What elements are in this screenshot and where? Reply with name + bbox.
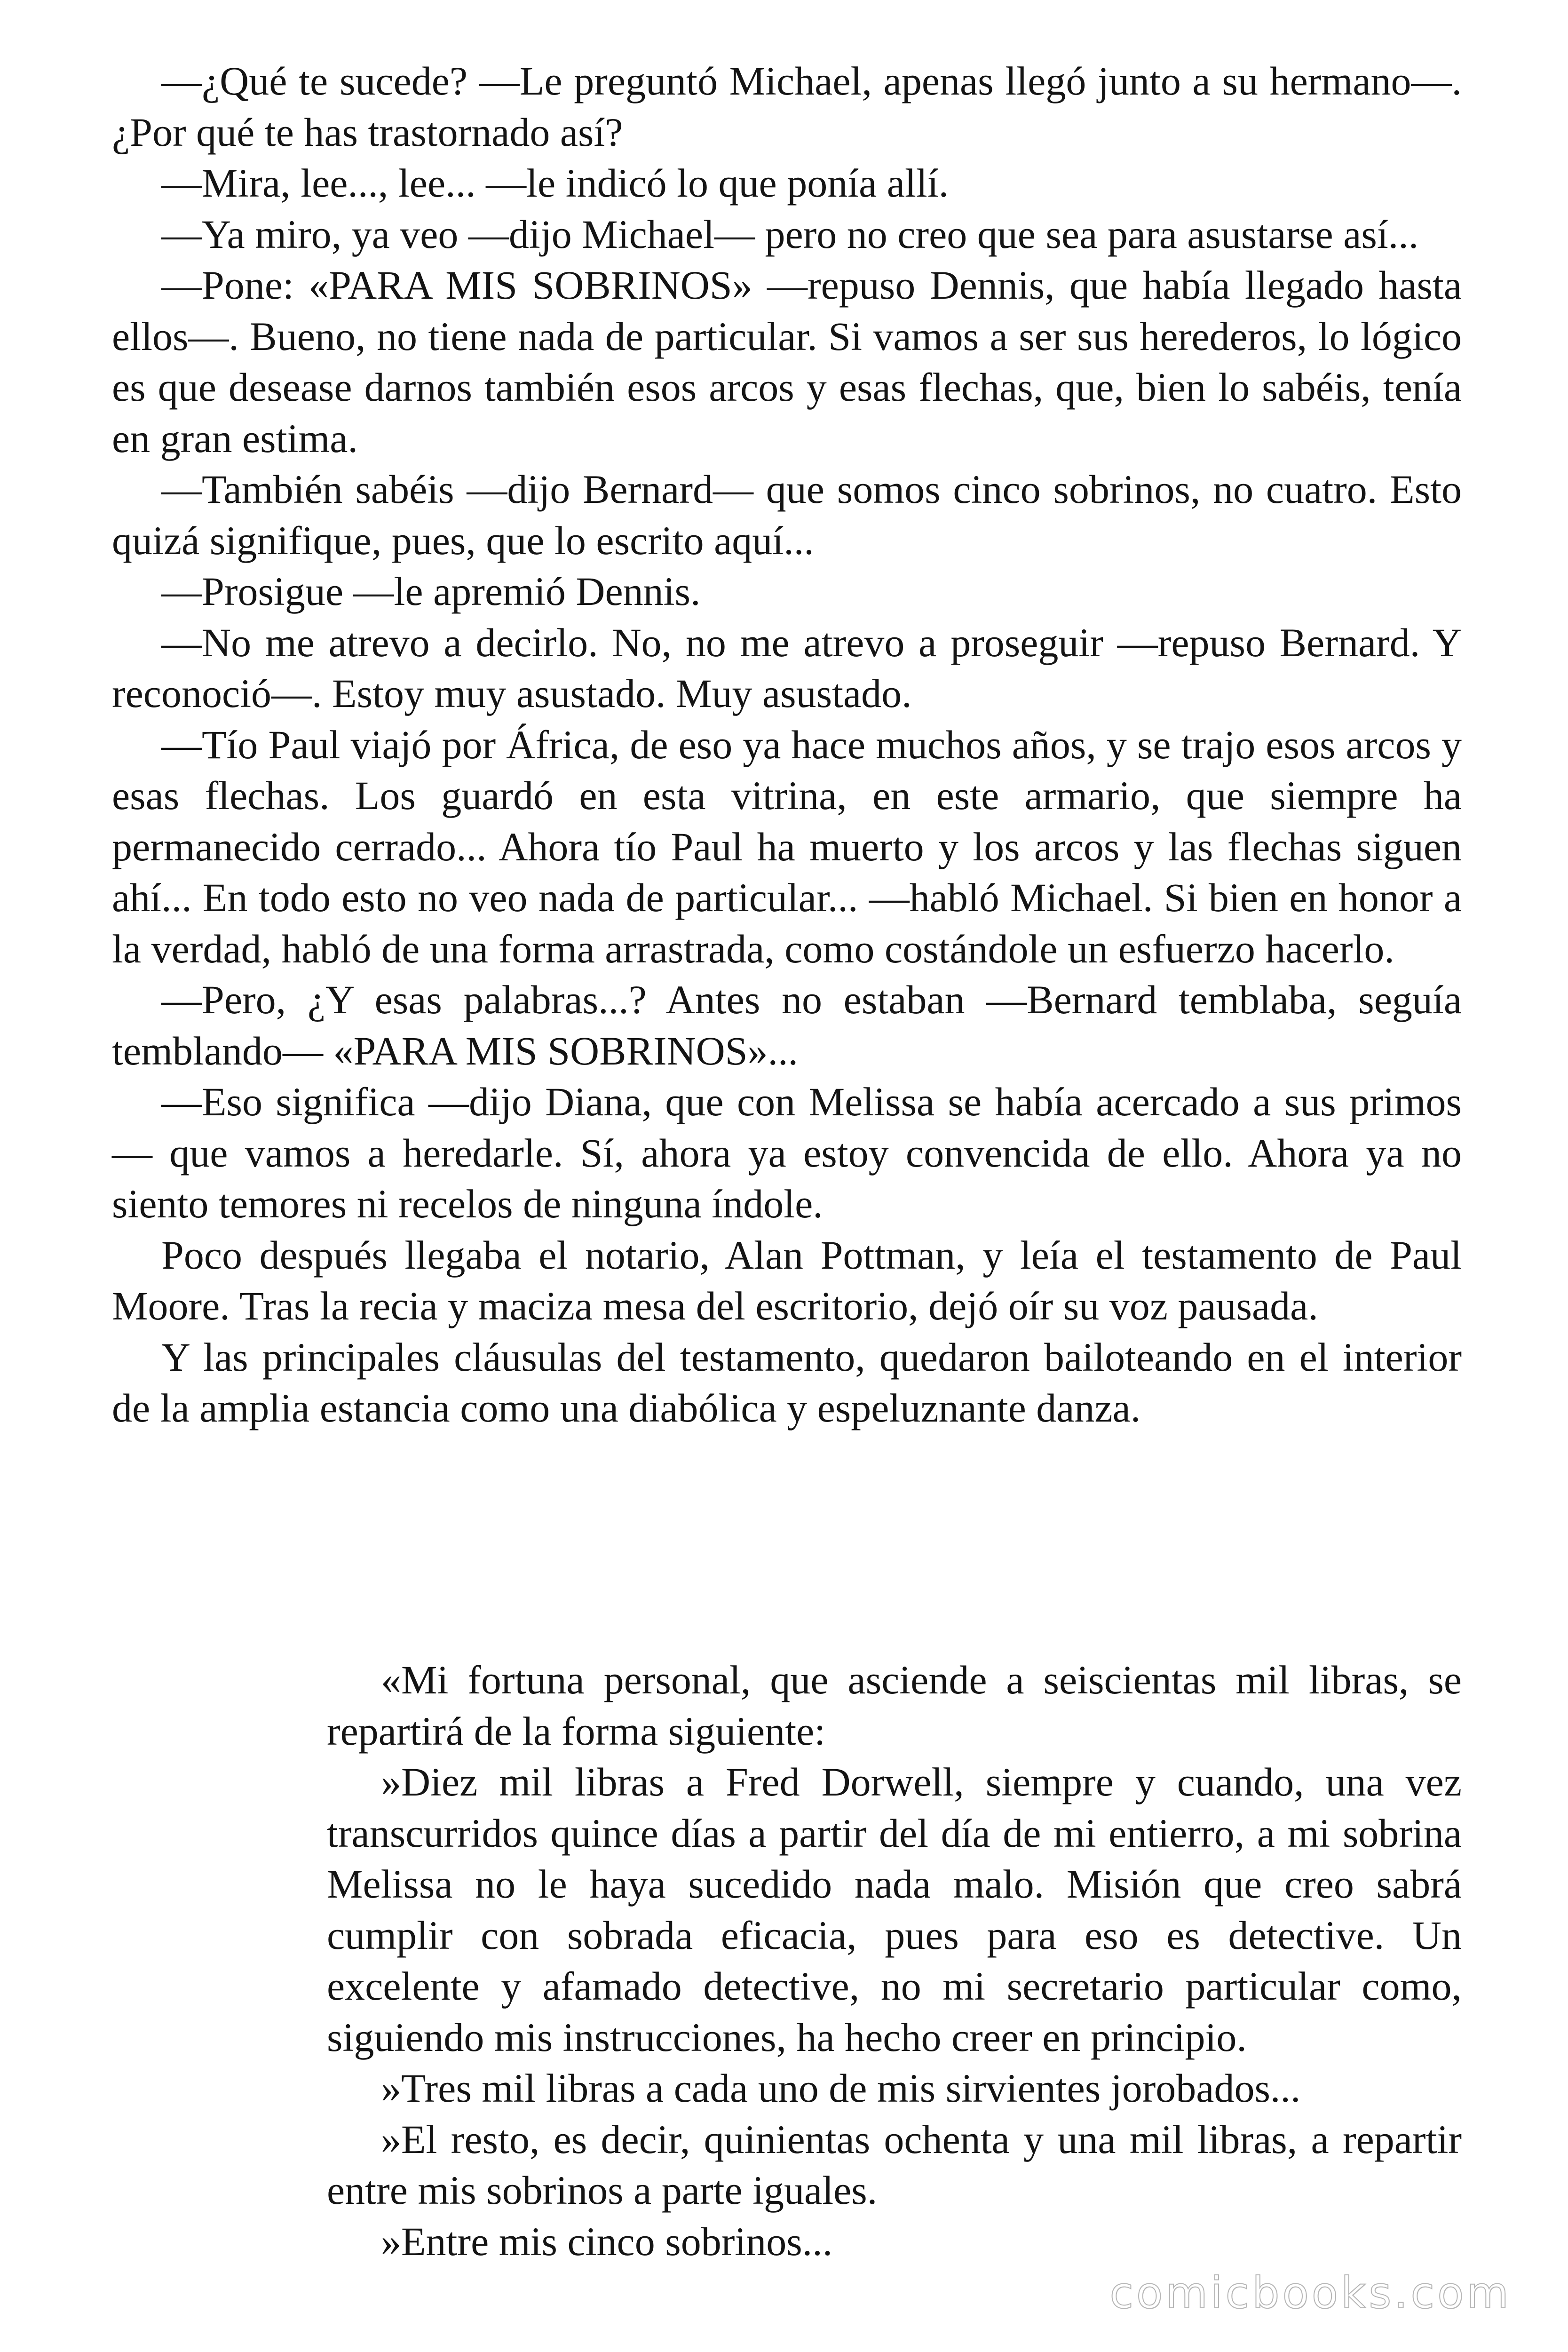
will-quote-block [327,1654,1462,2267]
paragraph: —No me atrevo a decirlo. No, no me atrevo a proseguir —repuso Bernard. Y reconoció—. Estoy muy asustado. Muy asustado. [112,620,1462,716]
quote-paragraph: «Mi fortuna personal, que asciende a seiscientas mil libras, se repartirá de la forma siguiente: [327,1657,1462,1754]
paragraph: —Prosigue —le apremió Dennis. [161,569,701,614]
paragraph: —También sabéis —dijo Bernard— que somos cinco sobrinos, no cuatro. Esto quizá signifique, pues, que lo escrito aquí... [112,467,1462,563]
paragraph: —¿Qué te sucede? —Le preguntó Michael, apenas llegó junto a su hermano—. ¿Por qué te has trastornado así? [112,58,1462,155]
paragraph: —Eso significa —dijo Diana, que con Melissa se había acercado a sus primos— que vamos a heredarle. Sí, ahora ya estoy convencida de ello. Ahora ya no siento temores ni recelos de ninguna índole. [112,1079,1462,1226]
paragraph: Poco después llegaba el notario, Alan Pottman, y leía el testamento de Paul Moore. Tras la recia y maciza mesa del escritorio, dejó oír su voz pausada. [112,1232,1462,1328]
paragraph: —Pero, ¿Y esas palabras...? Antes no estaban —Bernard temblaba, seguía temblando— «PARA MIS SOBRINOS»... [112,977,1462,1073]
quote-paragraph: »Entre mis cinco sobrinos... [381,2218,833,2264]
quote-paragraph: »Diez mil libras a Fred Dorwell, siempre y cuando, una vez transcurridos quince días a partir del día de mi entierro, a mi sobrina Melissa no le haya sucedido nada malo. Misión que creo sabrá cumplir con sobrada eficacia, pues para eso es detective. Un excelente y afamado detective, no mi secretario particular como, siguiendo mis instrucciones, ha hecho creer en principio. [327,1759,1462,2060]
quote-paragraph: »Tres mil libras a cada uno de mis sirvientes jorobados... [381,2066,1301,2111]
main-text-block [112,56,1462,1434]
paragraph: —Pone: «PARA MIS SOBRINOS» —repuso Dennis, que había llegado hasta ellos—. Bueno, no tiene nada de particular. Si vamos a ser sus herederos, lo lógico es que desease darnos también esos arcos y esas flechas, que, bien lo sabéis, tenía en gran estima. [112,262,1462,461]
paragraph: —Mira, lee..., lee... —le indicó lo que ponía allí. [161,160,949,206]
paragraph: —Tío Paul viajó por África, de eso ya hace muchos años, y se trajo esos arcos y esas flechas. Los guardó en esta vitrina, en este armario, que siempre ha permanecido cerrado... Ahora tío Paul ha muerto y los arcos y las flechas siguen ahí... En todo esto no veo nada de particular... —habló Michael. Si bien en honor a la verdad, habló de una forma arrastrada, como costándole un esfuerzo hacerlo. [112,722,1462,971]
quote-paragraph: »El resto, es decir, quinientas ochenta y una mil libras, a repartir entre mis sobrinos a parte iguales. [327,2116,1462,2213]
paragraph: Y las principales cláusulas del testamento, quedaron bailoteando en el interior de la amplia estancia como una diabólica y espeluznante danza. [112,1334,1462,1430]
paragraph: —Ya miro, ya veo —dijo Michael— pero no creo que sea para asustarse así... [161,211,1419,257]
watermark: comicbooks.com [1109,2268,1512,2318]
